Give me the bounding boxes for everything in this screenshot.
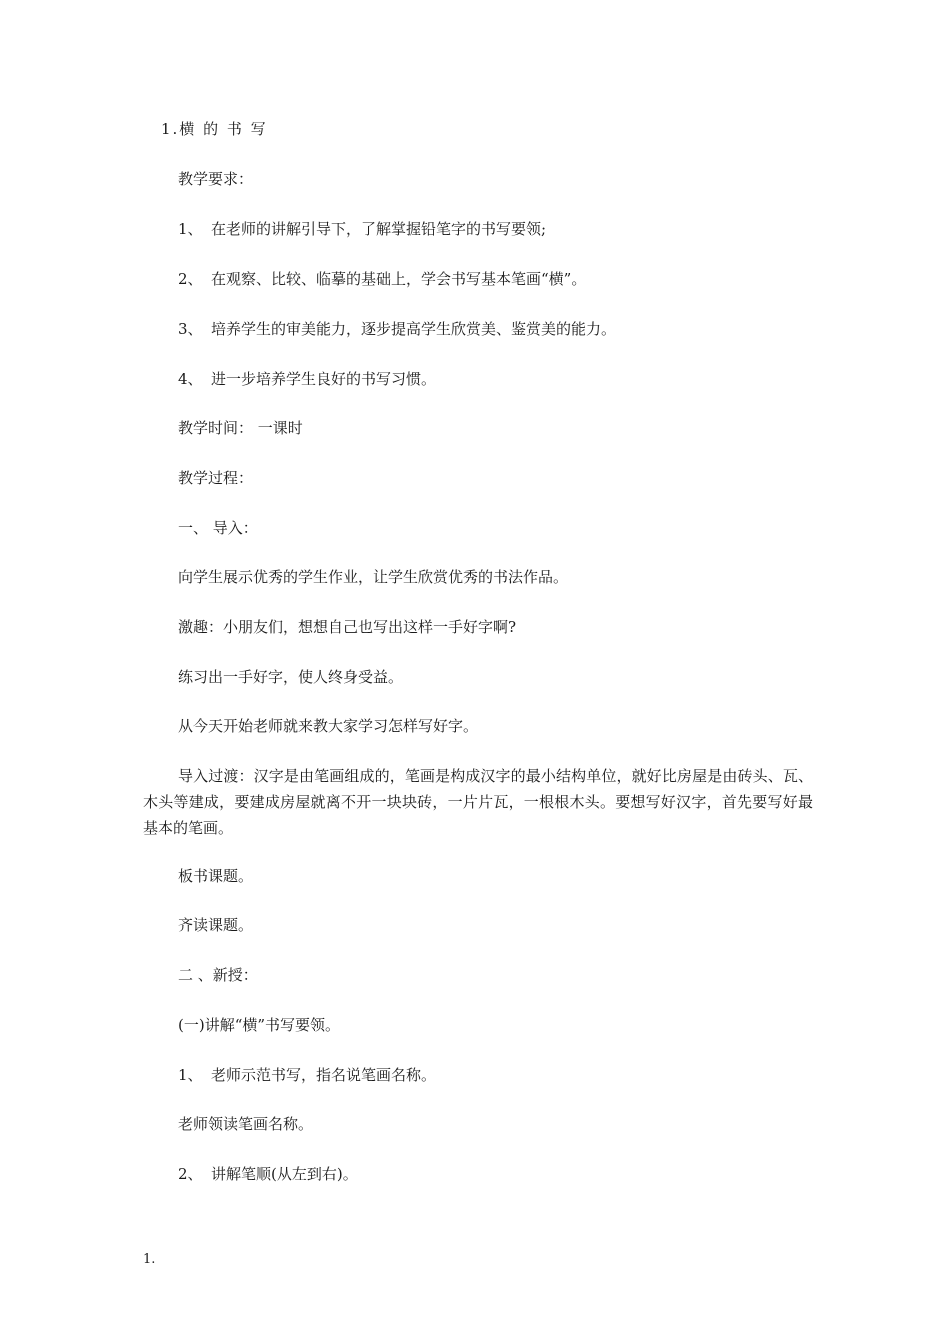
requirement-item (178, 318, 616, 340)
transition-paragraph: 导入过渡：汉字是由笔画组成的，笔画是构成汉字的最小结构单位，就好比房屋是由砖头、瓦、木头等建成，要建成房屋就离不开一块块砖，一片片瓦，一根根木头。要想写好汉字，首先要写好最基本的笔画。 (143, 767, 813, 837)
intro-line: 激趣：小朋友们，想想自己也写出这样一手好字啊? (178, 618, 517, 636)
item-text: 讲解笔顺(从左到右)。 (211, 1165, 358, 1183)
board-line: 板书课题。 (178, 867, 254, 885)
item-number: 3、 (178, 320, 203, 338)
step-item (178, 1064, 436, 1086)
requirements-heading: 教学要求： (178, 170, 254, 188)
requirement-item (178, 268, 586, 290)
item-number: 1、 (178, 1066, 203, 1084)
step-item (178, 1163, 358, 1185)
item-number: 1、 (178, 220, 203, 238)
intro-line: 从今天开始老师就来教大家学习怎样写好字。 (178, 717, 479, 735)
page-title: 1.横 的 书 写 (161, 120, 268, 138)
item-text: 培养学生的审美能力，逐步提高学生欣赏美、鉴赏美的能力。 (211, 320, 617, 338)
item-text: 在观察、比较、临摹的基础上，学会书写基本笔画“横”。 (211, 270, 587, 288)
section-heading-intro: 一、 导入： (178, 519, 258, 537)
teacher-read-line: 老师领读笔画名称。 (178, 1115, 314, 1133)
intro-line: 练习出一手好字，使人终身受益。 (178, 668, 404, 686)
item-text: 老师示范书写，指名说笔画名称。 (211, 1066, 437, 1084)
item-number: 2、 (178, 1165, 203, 1183)
requirement-item (178, 218, 546, 240)
read-line: 齐读课题。 (178, 916, 254, 934)
item-text: 进一步培养学生良好的书写习惯。 (211, 370, 437, 388)
process-heading: 教学过程： (178, 469, 254, 487)
item-number: 2、 (178, 270, 203, 288)
page-number: 1. (143, 1252, 156, 1267)
section-heading-new: 二 、新授： (178, 966, 258, 984)
intro-line: 向学生展示优秀的学生作业，让学生欣赏优秀的书法作品。 (178, 568, 569, 586)
item-number: 4、 (178, 370, 203, 388)
item-text: 在老师的讲解引导下，了解掌握铅笔字的书写要领; (211, 220, 547, 238)
subsection-heading: (一)讲解“横”书写要领。 (178, 1016, 341, 1034)
teaching-time: 教学时间： 一课时 (178, 419, 303, 437)
requirement-item (178, 368, 436, 390)
